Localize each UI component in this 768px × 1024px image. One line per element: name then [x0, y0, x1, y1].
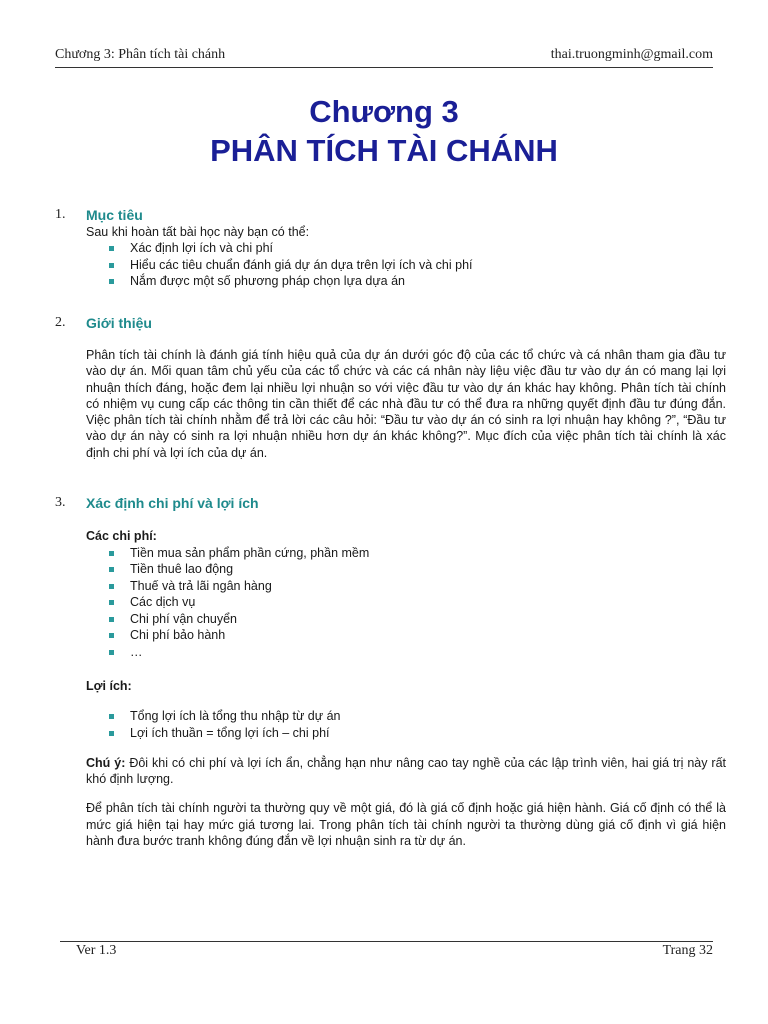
objective-text: Xác định lợi ích và chi phí: [130, 241, 273, 255]
benefits-list: [86, 708, 726, 741]
section-heading: Giới thiệu: [86, 315, 152, 331]
objective-text: Nắm được một số phương pháp chọn lựa dựa án: [130, 274, 406, 288]
cost-item: [86, 545, 726, 562]
bullet-marker: [109, 551, 114, 556]
bullet-marker: [109, 731, 114, 736]
paragraph-line: khó định lượng.: [86, 772, 174, 787]
section-introduction-heading-wrap: [86, 315, 726, 332]
running-header-chapter: Chương 3: Phân tích tài chánh: [55, 47, 226, 62]
paragraph-line: mức giá hiện tại hay mức giá tương lai. Trong phân tích tài chính người ta thường dùng giá cố định vì giá hiện: [86, 817, 726, 832]
bullet-marker: [109, 600, 114, 605]
benefit-item: [86, 725, 726, 742]
note-label: Chú ý:: [86, 756, 126, 770]
bullet-marker: [109, 633, 114, 638]
paragraph-line: vào dự án. Mối quan tâm chủ yếu của các tổ chức và các cá nhân này liệu việc đầu tư vào dự án có mang lại lợi: [86, 364, 726, 379]
objective-item: [86, 257, 726, 274]
header-rule: [55, 67, 713, 68]
benefits-label-wrap: [86, 678, 726, 695]
paragraph-line: Để phân tích tài chính người ta thường quy về một giá, đó là giá cố định hoặc giá hiện hành. Giá cố định có thể là: [86, 801, 726, 815]
cost-item: [86, 594, 726, 611]
bullet-marker: [109, 584, 114, 589]
costs-list: [86, 528, 726, 660]
cost-text: Thuế và trả lãi ngân hàng: [130, 578, 272, 593]
bullet-marker: [109, 263, 114, 268]
bullet-marker: [109, 617, 114, 622]
paragraph-line: vào dự án này có sinh ra lợi nhuận nhiều hơn dự án khác không?”. Mục đích của việc phân tích tài chính là xác: [86, 429, 726, 444]
benefits-label: Lợi ích:: [86, 679, 132, 693]
pricing-paragraph: [86, 800, 726, 850]
bullet-marker: [109, 279, 114, 284]
section-costs-benefits-heading-wrap: [86, 495, 726, 512]
benefit-item: [86, 708, 726, 725]
footer-rule: [60, 941, 713, 942]
section-number: 1.: [55, 207, 66, 222]
objective-text: Hiểu các tiêu chuẩn đánh giá dự án dựa trên lợi ích và chi phí: [130, 257, 473, 272]
paragraph-line: hành đưa bước tranh không đúng đắn về lợi nhuận sinh ra từ dự án.: [86, 834, 466, 848]
note-paragraph: [86, 755, 726, 788]
cost-item: [86, 578, 726, 595]
footer-page-number: Trang 32: [662, 943, 713, 958]
chapter-title: PHÂN TÍCH TÀI CHÁNH: [210, 133, 558, 168]
section-intro: Sau khi hoàn tất bài học này bạn có thể:: [86, 224, 310, 239]
objective-item: [86, 240, 726, 257]
section-heading: Mục tiêu: [86, 207, 143, 223]
benefit-text: Lợi ích thuần = tổng lợi ích – chi phí: [130, 725, 330, 740]
cost-text: Chi phí vận chuyển: [130, 611, 238, 626]
cost-text: Chi phí bảo hành: [130, 628, 226, 642]
cost-text: …: [130, 644, 143, 659]
costs-label: Các chi phí:: [86, 529, 157, 543]
cost-text: Tiền thuê lao động: [130, 562, 234, 576]
benefit-text: Tổng lợi ích là tổng thu nhập từ dự án: [130, 709, 341, 723]
paragraph-line: có nhiệm vụ cung cấp các thông tin cần thiết để các nhà đầu tư có thể đưa ra những quyết định đầu tư đúng đắn.: [86, 396, 726, 411]
section-number: 2.: [55, 315, 66, 330]
footer-version: Ver 1.3: [76, 943, 117, 958]
objective-item: [86, 273, 726, 290]
bullet-marker: [109, 567, 114, 572]
bullet-marker: [109, 650, 114, 655]
paragraph-line: nhuận thích đáng, hoặc đem lại nhiều lợi nhuận so với việc đầu tư vào dự án khác hay không. Phân tích tài chính: [86, 380, 726, 395]
introduction-paragraph: [86, 347, 726, 461]
bullet-marker: [109, 246, 114, 251]
cost-text: Các dịch vụ: [130, 595, 196, 609]
section-number: 3.: [55, 495, 66, 510]
note-text: Đôi khi có chi phí và lợi ích ẩn, chẳng hạn như nâng cao tay nghề của các lập trình viên, hai giá trị này rất: [129, 756, 726, 770]
cost-item: [86, 561, 726, 578]
cost-item: [86, 644, 726, 661]
cost-item: [86, 611, 726, 628]
cost-item: [86, 627, 726, 644]
paragraph-line: Việc phân tích tài chính nhằm để trả lời các câu hỏi: “Đầu tư vào dự án có sinh ra lợi nhuận hay không ?”, “Đầu tư: [86, 413, 726, 428]
bullet-marker: [109, 714, 114, 719]
section-heading: Xác định chi phí và lợi ích: [86, 495, 259, 511]
cost-text: Tiền mua sản phẩm phần cứng, phần mềm: [130, 545, 370, 560]
paragraph-line: Phân tích tài chính là đánh giá tính hiệu quả của dự án dưới góc độ của các tổ chức và cá nhân tham gia đầu tư: [86, 348, 726, 362]
paragraph-line: định chi phí và lợi ích của dự án.: [86, 445, 268, 460]
paragraph-line: [86, 755, 726, 771]
section-objectives: [86, 207, 726, 290]
running-header-email: thai.truongminh@gmail.com: [550, 47, 713, 62]
chapter-number-title: Chương 3: [309, 94, 459, 129]
